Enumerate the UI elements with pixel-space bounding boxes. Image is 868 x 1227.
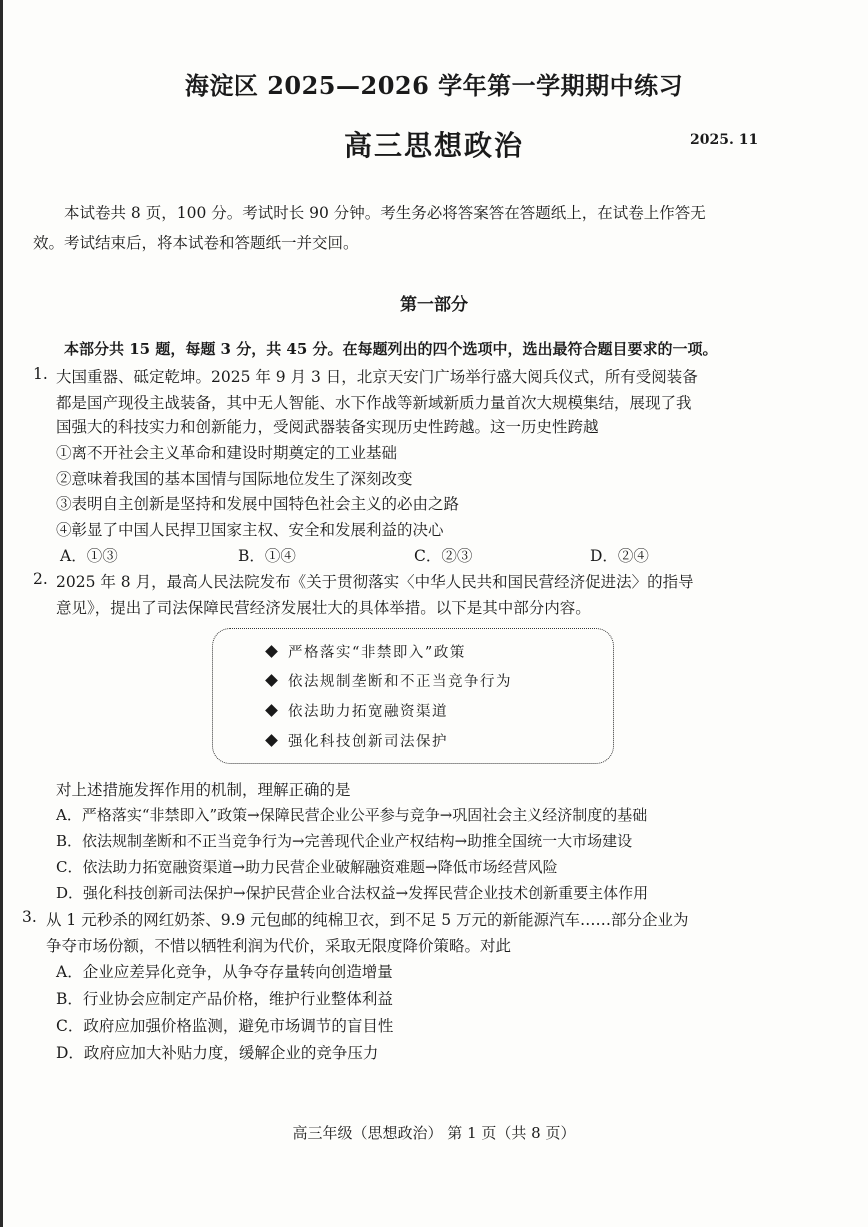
q2-option-c: C．依法助力拓宽融资渠道→助力民营企业破解融资难题→降低市场经营风险 <box>56 858 558 876</box>
q1-option-d: D．②④ <box>590 547 649 565</box>
q3-stem-line-1: 从 1 元秒杀的网红奶茶、9.9 元包邮的纯棉卫衣，到不足 5 万元的新能源汽车……部分企业为 <box>46 911 689 929</box>
page-edge <box>0 0 3 1227</box>
q2-option-b: B．依法规制垄断和不正当竞争行为→完善现代企业产权结构→助推全国统一大市场建设 <box>56 832 633 850</box>
measures-item <box>267 670 512 691</box>
q1-option-b: B．①④ <box>238 547 296 565</box>
q3-option-c: C．政府应加强价格监测，避免市场调节的盲目性 <box>56 1017 394 1035</box>
instructions-line-2: 效。考试结束后，将本试卷和答题纸一并交回。 <box>33 234 359 252</box>
measures-item-text: 依法助力拓宽融资渠道 <box>288 704 448 720</box>
q3-option-b: B．行业协会应制定产品价格，维护行业整体利益 <box>56 990 393 1008</box>
measures-item-text: 强化科技创新司法保护 <box>288 734 448 750</box>
measures-box <box>212 628 614 764</box>
q1-option-a: A．①③ <box>60 547 118 565</box>
q2-stem-line-1: 2025 年 8 月，最高人民法院发布《关于贯彻落实〈中华人民共和国民营经济促进法〉的指导 <box>56 573 694 591</box>
section-title: 第一部分 <box>400 295 468 315</box>
q3-option-a: A．企业应差异化竞争，从争夺存量转向创造增量 <box>56 963 393 981</box>
q1-stem-line-1: 大国重器、砥定乾坤。2025 年 9 月 3 日，北京天安门广场举行盛大阅兵仪式，所有受阅装备 <box>56 368 698 386</box>
measures-item-text: 严格落实“非禁即入”政策 <box>288 645 466 661</box>
q1-statement-1: ①离不开社会主义革命和建设时期奠定的工业基础 <box>56 444 398 462</box>
measures-item-text: 依法规制垄断和不正当竞争行为 <box>288 674 512 690</box>
measures-item <box>267 700 448 721</box>
measures-item <box>267 641 466 662</box>
q1-statement-3: ③表明自主创新是坚持和发展中国特色社会主义的必由之路 <box>56 495 460 513</box>
subject-title: 高三思想政治 <box>343 129 524 162</box>
q1-number: 1. <box>33 365 48 383</box>
q2-option-d: D．强化科技创新司法保护→保护民营企业合法权益→发挥民营企业技术创新重要主体作用 <box>56 884 649 902</box>
section-intro: 本部分共 15 题，每题 3 分，共 45 分。在每题列出的四个选项中，选出最符合题目要求的一项。 <box>64 340 718 358</box>
page-footer: 高三年级（思想政治） 第 1 页（共 8 页） <box>292 1124 576 1142</box>
q2-stem-line-2: 意见》，提出了司法保障民营经济发展壮大的具体举措。以下是其中部分内容。 <box>56 599 591 617</box>
diamond-bullet-icon <box>265 734 278 747</box>
q3-number: 3. <box>22 908 37 926</box>
diamond-bullet-icon <box>265 645 278 658</box>
q1-statement-2: ②意味着我国的基本国情与国际地位发生了深刻改变 <box>56 470 413 488</box>
instructions-line-1: 本试卷共 8 页，100 分。考试时长 90 分钟。考生务必将答案答在答题纸上，在试卷上作答无 <box>64 204 706 222</box>
q1-stem-line-3: 国强大的科技实力和创新能力，受阅武器装备实现历史性跨越。这一历史性跨越 <box>56 418 599 436</box>
exam-title: 海淀区 2025—2026 学年第一学期期中练习 <box>184 71 684 100</box>
q1-stem-line-2: 都是国产现役主战装备，其中无人智能、水下作战等新域新质力量首次大规模集结，展现了我 <box>56 394 692 412</box>
q2-question: 对上述措施发挥作用的机制，理解正确的是 <box>56 781 351 799</box>
diamond-bullet-icon <box>265 674 278 687</box>
q3-stem-line-2: 争夺市场份额，不惜以牺牲利润为代价，采取无限度降价策略。对此 <box>46 937 512 955</box>
q1-option-c: C．②③ <box>414 547 473 565</box>
measures-item <box>267 730 448 751</box>
q1-statement-4: ④彰显了中国人民捍卫国家主权、安全和发展利益的决心 <box>56 521 444 539</box>
q2-number: 2. <box>33 570 48 588</box>
q3-option-d: D．政府应加大补贴力度，缓解企业的竞争压力 <box>56 1044 379 1062</box>
diamond-bullet-icon <box>265 704 278 717</box>
q2-option-a: A．严格落实“非禁即入”政策→保障民营企业公平参与竞争→巩固社会主义经济制度的基础 <box>56 806 648 824</box>
exam-date: 2025. 11 <box>690 132 759 148</box>
